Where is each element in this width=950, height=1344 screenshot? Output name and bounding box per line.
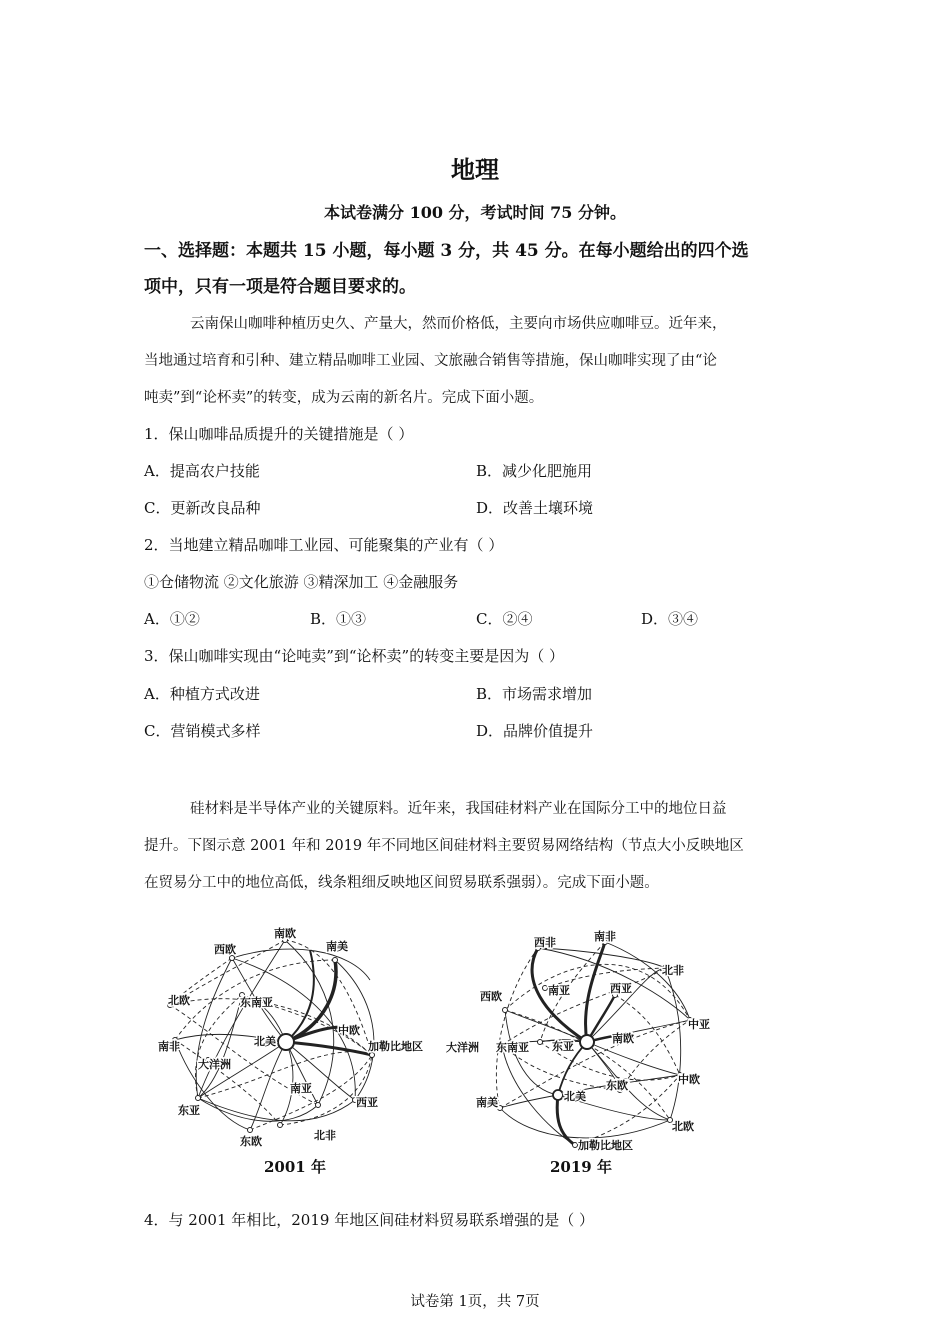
node-2019-xifei: 西非 — [534, 936, 556, 949]
node-2019-dayangzhou: 大洋洲 — [446, 1041, 479, 1054]
q2-option-c[interactable]: C．②④ — [476, 610, 533, 628]
node-2001-dayangzhou: 大洋洲 — [198, 1058, 231, 1071]
passage2-line2: 提升。下图示意 2001 年和 2019 年不同地区间硅材料主要贸易网络结构（节点大小反映地区 — [144, 838, 744, 854]
caption-2001: 2001 年 — [264, 1158, 326, 1176]
q3-option-a[interactable]: A．种植方式改进 — [144, 685, 260, 703]
node-2001-nanou: 南欧 — [274, 927, 296, 940]
page-title: 地理 — [451, 155, 499, 184]
passage1-line2: 当地通过培育和引种、建立精品咖啡工业园、文旅融合销售等措施，保山咖啡实现了由“论 — [144, 353, 717, 369]
passage1-line1: 云南保山咖啡种植历史久、产量大，然而价格低，主要向市场供应咖啡豆。近年来， — [190, 316, 727, 332]
node-2019-beimei: 北美 — [564, 1090, 586, 1103]
node-2019-xiya: 西亚 — [610, 982, 632, 995]
node-2019-nanou: 南欧 — [612, 1032, 634, 1045]
node-2019-zhongou: 中欧 — [678, 1073, 700, 1086]
node-2019-xiou: 西欧 — [480, 990, 502, 1003]
exam-info: 本试卷满分 100 分，考试时间 75 分钟。 — [324, 203, 626, 222]
node-2001-nanmei: 南美 — [326, 940, 348, 953]
trade-network-figure — [150, 920, 810, 1180]
node-2001-beifei: 北非 — [314, 1129, 336, 1142]
node-2001-nanfei: 南非 — [158, 1040, 180, 1053]
node-2019-beiou: 北欧 — [672, 1120, 694, 1133]
node-2001-nanya: 南亚 — [290, 1082, 312, 1095]
trade-network-svg — [150, 920, 810, 1180]
q3-option-c[interactable]: C．营销模式多样 — [144, 722, 261, 740]
q1-stem: 1．保山咖啡品质提升的关键措施是（ ） — [144, 425, 414, 443]
q1-option-d[interactable]: D．改善土壤环境 — [476, 499, 594, 517]
node-2001-dongya: 东亚 — [178, 1104, 200, 1117]
node-2019-dongya: 东亚 — [552, 1040, 574, 1053]
q2-items: ①仓储物流 ②文化旅游 ③精深加工 ④金融服务 — [144, 573, 459, 591]
q2-option-b[interactable]: B．①③ — [310, 610, 367, 628]
q3-option-d[interactable]: D．品牌价值提升 — [476, 722, 594, 740]
q1-option-b[interactable]: B．减少化肥施用 — [476, 462, 593, 480]
node-2019-jialebi: 加勒比地区 — [578, 1139, 633, 1152]
node-2019-nanmei: 南美 — [476, 1096, 498, 1109]
page-footer: 试卷第 1页，共 7页 — [410, 1294, 540, 1310]
passage1-line3: 吨卖”到“论杯卖”的转变，成为云南的新名片。完成下面小题。 — [144, 390, 544, 406]
node-2019-zhongya: 中亚 — [688, 1018, 710, 1031]
q2-stem: 2．当地建立精品咖啡工业园、可能聚集的产业有（ ） — [144, 536, 504, 554]
q2-option-d[interactable]: D．③④ — [641, 610, 699, 628]
node-2019-dongou: 东欧 — [606, 1079, 628, 1092]
q2-option-a[interactable]: A．①② — [144, 610, 200, 628]
node-2001-xiya: 西亚 — [356, 1096, 378, 1109]
node-2019-nanfei: 南非 — [594, 930, 616, 943]
q3-stem: 3．保山咖啡实现由“论吨卖”到“论杯卖”的转变主要是因为（ ） — [144, 647, 564, 665]
node-2001-beimei: 北美 — [254, 1035, 276, 1048]
node-2019-beifei: 北非 — [662, 964, 684, 977]
caption-2019: 2019 年 — [550, 1158, 612, 1176]
node-2001-dongou: 东欧 — [240, 1135, 262, 1148]
passage2-line3: 在贸易分工中的地位高低，线条粗细反映地区间贸易联系强弱）。完成下面小题。 — [144, 875, 659, 891]
passage2-line1: 硅材料是半导体产业的关键原料。近年来，我国硅材料产业在国际分工中的地位日益 — [190, 801, 727, 817]
section-heading-line2: 项中，只有一项是符合题目要求的。 — [144, 277, 416, 297]
node-2001-xiou: 西欧 — [214, 943, 236, 956]
node-2019-nanya: 南亚 — [548, 984, 570, 997]
section-heading-line1: 一、选择题：本题共 15 小题，每小题 3 分，共 45 分。在每小题给出的四个选 — [144, 241, 749, 261]
q1-option-a[interactable]: A．提高农户技能 — [144, 462, 260, 480]
q4-stem: 4．与 2001 年相比，2019 年地区间硅材料贸易联系增强的是（ ） — [144, 1211, 594, 1229]
q3-option-b[interactable]: B．市场需求增加 — [476, 685, 593, 703]
node-2019-dongnanya: 东南亚 — [496, 1041, 529, 1054]
q1-option-c[interactable]: C．更新改良品种 — [144, 499, 261, 517]
node-2001-jialebi: 加勒比地区 — [368, 1040, 423, 1053]
node-2001-beiou: 北欧 — [168, 994, 190, 1007]
node-2001-dongnanya: 东南亚 — [240, 996, 273, 1009]
node-2001-zhongou: 中欧 — [338, 1024, 360, 1037]
